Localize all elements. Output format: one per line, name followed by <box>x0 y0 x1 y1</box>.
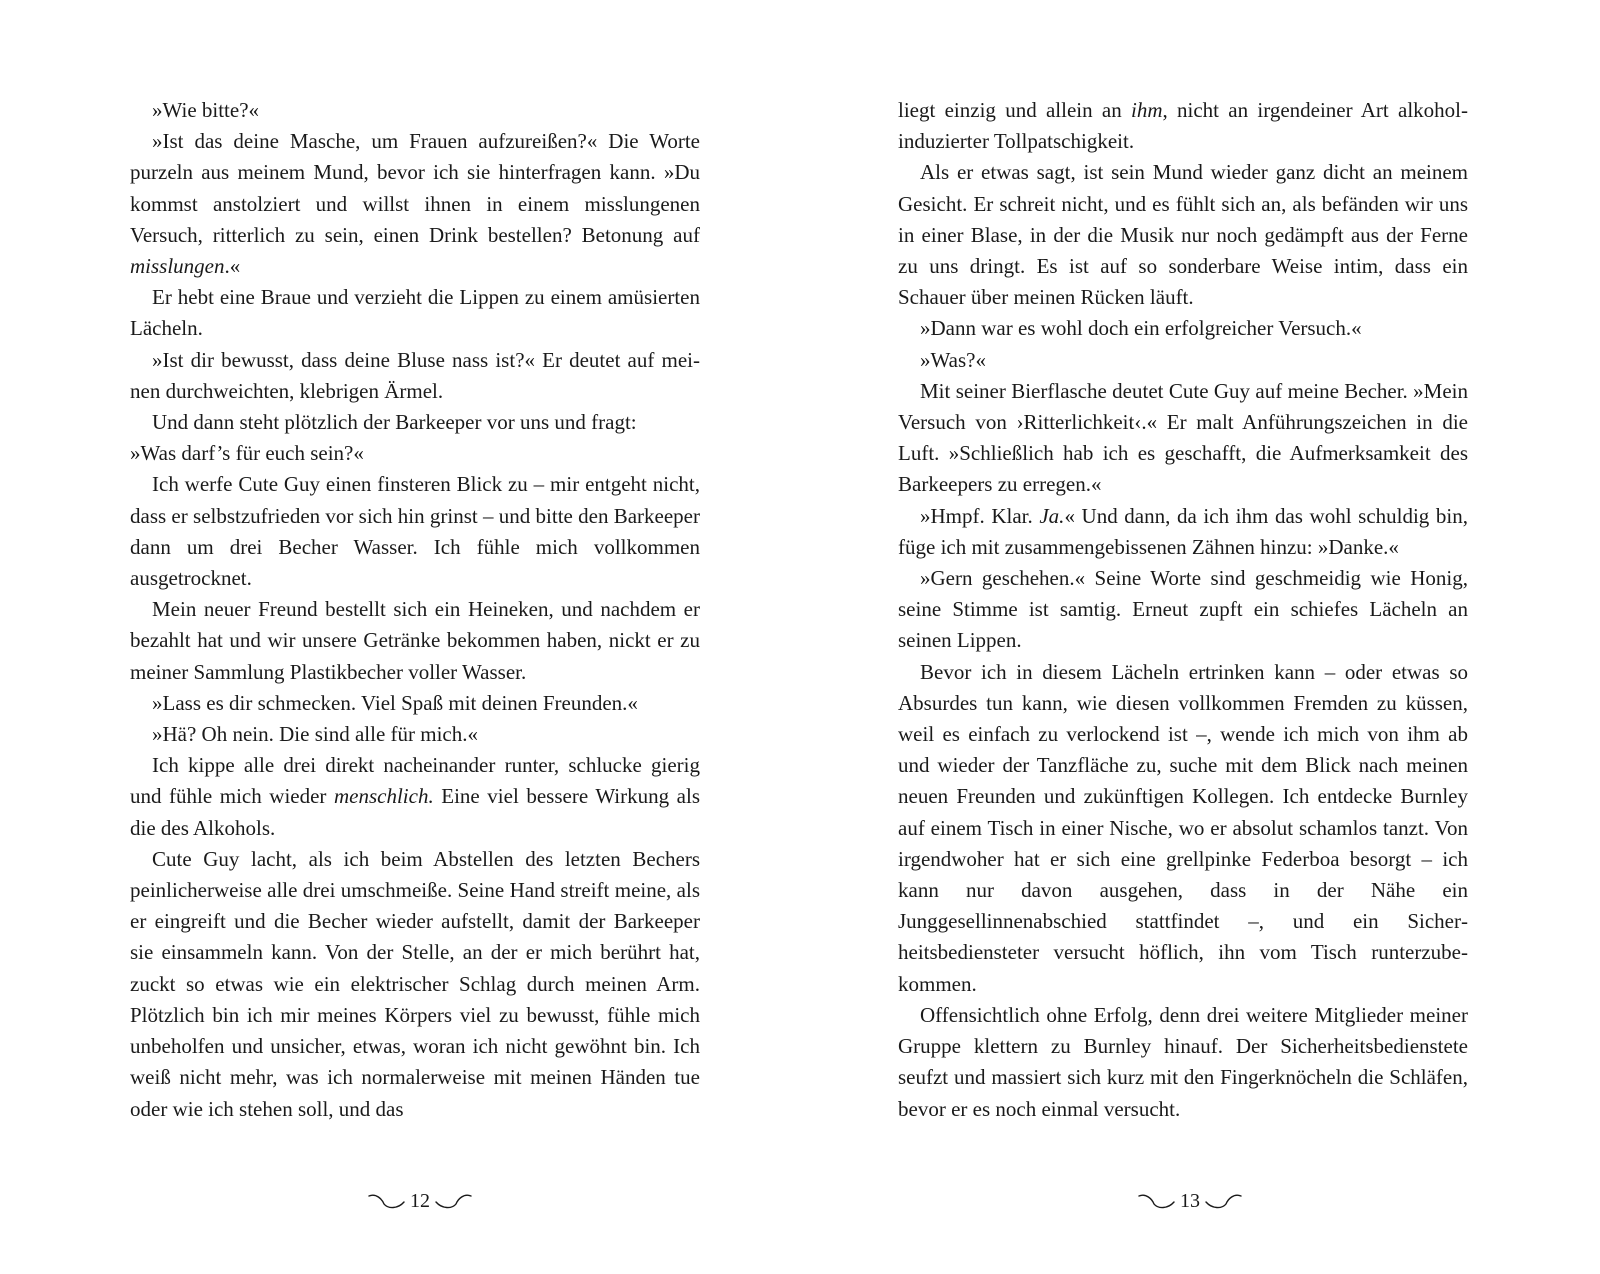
text-run: »Wie bitte?« <box>152 98 260 122</box>
text-run: .« <box>224 254 241 279</box>
text-run: Cute Guy lacht, als ich beim Abstellen des letzten Bechers peinlicherweise alle drei umschmeiße. Seine Hand streift meine, als er eingreift und die Becher wieder aufstellt, damit der Barkeeper sie einsammeln kann. Von der Stelle, an der er mich berührt hat, zuckt so etwas wie ein elektrischer Schlag durch meinen Arm. Plötzlich bin ich mir meines Körpers viel zu bewusst, fühle mich unbeholfen und unsicher, etwas, woran ich nicht gewöhnt bin. Ich weiß nicht mehr, was ich normalerweise mit meinen Händen tue oder wie ich stehen soll, und das <box>130 846 700 1121</box>
paragraph <box>130 282 700 344</box>
paragraph <box>130 469 700 594</box>
page-number-left: 12 <box>410 1190 430 1212</box>
paragraph <box>898 563 1468 657</box>
paragraph <box>898 95 1468 157</box>
text-run: Ich kippe alle drei direkt nacheinander runter, schlucke gierig und fühle mich wieder <box>130 753 700 809</box>
paragraph <box>130 719 700 750</box>
right-page-text <box>898 95 1468 1125</box>
right-flourish-icon <box>434 1190 474 1212</box>
right-page <box>898 95 1468 1125</box>
text-run: »Hä? Oh nein. Die sind alle für mich.« <box>152 722 478 747</box>
right-flourish-icon <box>1204 1190 1244 1212</box>
paragraph <box>898 501 1468 563</box>
text-run: »Dann war es wohl doch ein erfolgreicher Versuch.« <box>920 316 1362 341</box>
left-page <box>130 95 700 1125</box>
text-run: »Ist das deine Masche, um Frauen aufzureißen?« Die Worte purzeln aus meinem Mund, bevor ich sie hinterfragen kann. »Du kommst anstolziert und willst ihnen in einem misslungenen Versuch, ritterlich zu sein, einen Drink bestellen? Betonung auf <box>130 129 700 247</box>
right-page-folio <box>1125 1186 1255 1216</box>
paragraph <box>130 126 700 282</box>
emphasized-text: Ja. <box>1039 503 1065 528</box>
text-run: »Hmpf. Klar. <box>920 503 1040 528</box>
paragraph <box>130 345 700 407</box>
paragraph <box>130 95 700 126</box>
text-run: liegt einzig und allein an <box>898 98 1131 122</box>
text-run: Offensichtlich ohne Erfolg, denn drei weitere Mitglieder meiner Gruppe klettern zu Burnley hinauf. Der Sicherheitsbedienstete seufzt und massiert sich kurz mit den Fingerknöcheln die Schläfen, bevor er es noch einmal versucht. <box>898 1002 1468 1121</box>
paragraph <box>130 438 700 469</box>
text-run: Als er etwas sagt, ist sein Mund wieder ganz dicht an meinem Gesicht. Er schreit nicht, und es fühlt sich an, als befänden wir uns in einer Blase, in der die Musik nur noch gedämpft aus der Ferne zu uns dringt. Es ist auf so sonderbare Weise intim, dass ein Schauer über meinen Rücken läuft. <box>898 160 1468 310</box>
text-run: Eine viel bessere Wirkung als die des Alkohols. <box>130 784 700 840</box>
text-run: , nicht an irgendeiner Art alkoholinduzierter Tollpatschigkeit. <box>898 98 1468 154</box>
left-page-text <box>130 95 700 1125</box>
paragraph <box>130 407 700 438</box>
text-run: Und dann steht plötzlich der Barkeeper vor uns und fragt: <box>152 410 637 435</box>
page-number-right: 13 <box>1180 1190 1200 1212</box>
paragraph <box>898 657 1468 1000</box>
text-run: Er hebt eine Braue und verzieht die Lippen zu einem amüsierten Lächeln. <box>130 285 700 341</box>
left-flourish-icon <box>366 1190 406 1212</box>
emphasized-text: menschlich. <box>333 784 434 809</box>
paragraph <box>130 688 700 719</box>
paragraph <box>898 1000 1468 1125</box>
text-run: »Was darf’s für euch sein?« <box>130 441 364 466</box>
text-run: »Was?« <box>920 347 986 372</box>
emphasized-text: ihm <box>1130 98 1163 122</box>
text-run: »Ist dir bewusst, dass deine Bluse nass ist?« Er deutet auf meinen durchweichten, klebrigen Ärmel. <box>130 347 700 403</box>
paragraph <box>130 844 700 1125</box>
text-run: Bevor ich in diesem Lächeln ertrinken kann – oder etwas so Absurdes tun kann, wie diesen vollkommen Fremden zu küssen, weil es einfach zu verlockend ist –, wende ich mich von ihm ab und wieder der Tanzfläche zu, suche mit dem Blick nach meinen neuen Freunden und zukünftigen Kollegen. Ich entdecke Burnley auf einem Tisch in einer Nische, wo er absolut schamlos tanzt. Von irgendwoher hat er sich eine grellpinke Federboa besorgt – ich kann nur davon ausgehen, dass in der Nähe ein Junggesellinnenabschied stattfindet –, und ein Sicherheitsbediensteter versucht höflich, ihn vom Tisch runterzubekommen. <box>898 659 1468 996</box>
text-run: »Gern geschehen.« Seine Worte sind geschmeidig wie Honig, seine Stimme ist samtig. Erneut zupft ein schiefes Lächeln an seinen Lippen. <box>898 566 1468 653</box>
text-run: »Lass es dir schmecken. Viel Spaß mit deinen Freunden.« <box>152 690 638 715</box>
paragraph <box>898 345 1468 376</box>
paragraph <box>898 313 1468 344</box>
paragraph <box>898 376 1468 501</box>
paragraph <box>898 157 1468 313</box>
text-run: Mit seiner Bierflasche deutet Cute Guy auf meine Becher. »Mein Versuch von ›Ritterlichkeit‹.« Er malt Anführungszeichen in die Luft. »Schließlich hab ich es geschafft, die Aufmerksamkeit des Barkeepers zu erregen.« <box>898 378 1468 497</box>
left-flourish-icon <box>1136 1190 1176 1212</box>
text-run: Mein neuer Freund bestellt sich ein Heineken, und nachdem er bezahlt hat und wir unsere Getränke bekommen haben, nickt er zu meiner Sammlung Plastikbecher voller Wasser. <box>130 597 700 684</box>
paragraph <box>130 750 700 844</box>
text-run: « Und dann, da ich ihm das wohl schuldig bin, füge ich mit zusammengebissenen Zähnen hinzu: »Danke.« <box>898 503 1468 559</box>
emphasized-text: misslungen <box>130 254 225 279</box>
paragraph <box>130 594 700 688</box>
text-run: Ich werfe Cute Guy einen finsteren Blick zu – mir entgeht nicht, dass er selbstzufrieden vor sich hin grinst – und bitte den Barkeeper dann um drei Becher Wasser. Ich fühle mich vollkommen ausgetrocknet. <box>130 472 700 591</box>
left-page-folio <box>355 1186 485 1216</box>
